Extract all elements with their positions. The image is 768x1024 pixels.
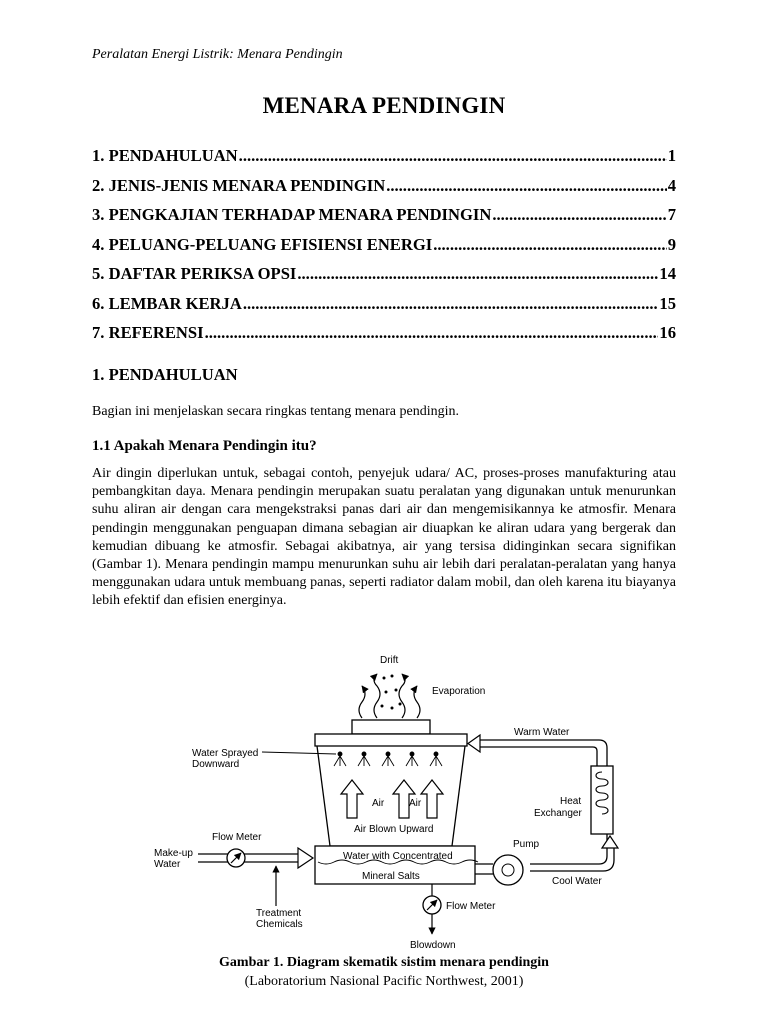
section-heading: 1. PENDAHULUAN (92, 365, 238, 384)
document-title: MENARA PENDINGIN (262, 93, 506, 118)
running-header: Peralatan Energi Listrik: Menara Pendingin (92, 47, 343, 62)
toc-entry-label: 4. PELUANG-PELUANG EFISIENSI ENERGI (92, 234, 433, 254)
warm-water-label: Warm Water (514, 727, 570, 738)
cool-water-label: Cool Water (552, 876, 602, 887)
toc-entry-daftar-periksa[interactable] (92, 264, 676, 294)
subsection-heading: 1.1 Apakah Menara Pendingin itu? (92, 438, 317, 454)
toc-entry-label: 5. DAFTAR PERIKSA OPSI (92, 264, 297, 283)
basin-label-line1: Water with Concentrated (343, 851, 453, 862)
toc-entry-page: 7 (667, 205, 676, 224)
toc-entry-page: 14 (659, 264, 676, 283)
air-upward-arrows (341, 780, 443, 818)
spray-nozzles (334, 752, 442, 766)
toc-entry-label: 7. REFERENSI (92, 323, 204, 342)
toc-entry-referensi[interactable] (92, 323, 676, 353)
evaporation-label: Evaporation (432, 686, 486, 697)
warm-water-pipe (473, 740, 607, 766)
pump-label: Pump (513, 839, 540, 850)
figure-source: (Laboratorium Nasional Pacific Northwest, 2001) (244, 974, 524, 989)
tower-top-deck (315, 734, 467, 746)
evaporation-vapor (359, 674, 420, 718)
toc-entry-jenis-jenis[interactable] (92, 176, 676, 206)
toc-entry-page: 4 (667, 175, 676, 195)
blowdown-label: Blowdown (410, 940, 456, 951)
fan-housing (352, 720, 430, 734)
makeup-arrow (298, 848, 313, 868)
makeup-pipe (198, 854, 300, 862)
toc-entry-page: 1 (667, 146, 676, 165)
heat-exchanger-label-1: Heat (560, 796, 582, 807)
cool-water-arrow (602, 836, 618, 848)
heat-exchanger-label-2: Exchanger (534, 808, 582, 819)
toc-entry-pendahuluan[interactable] (92, 146, 676, 176)
toc-entry-page: 9 (667, 234, 676, 254)
air-label-right: Air (409, 798, 422, 809)
water-sprayed-leader (262, 752, 336, 754)
toc-entry-label: 3. PENGKAJIAN TERHADAP MENARA PENDINGIN (92, 205, 492, 224)
pump (493, 855, 523, 885)
treatment-label-1: Treatment (256, 908, 302, 919)
treatment-label-2: Chemicals (256, 919, 303, 930)
drift-droplets (381, 675, 402, 710)
body-paragraph: Air dingin diperlukan untuk, sebagai contoh, penyejuk udara/ AC, proses-proses manufakturing atau pembangkitan daya. Menara pendingin merupakan suatu peralatan yang digunakan untuk menurunkan suhu aliran air dengan cara mengekstraksi panas dari air dan mengemisikannya ke atmosfir. Menara pendingin menggunakan penguapan dimana sebagian air diuapkan ke aliran udara yang bergerak dan kemudian dibuang ke atmosfir. Sebagai akibatnya, air yang tersisa didinginkan secara signifikan (Gambar 1). Menara pendingin mampu menurunkan suhu air lebih dari peralatan-peralatan yang hanya menggunakan udara untuk membuang panas, seperti radiator dalam mobil, dan oleh karena itu biayanya lebih efektif dan efisien energinya. (92, 466, 676, 609)
toc-entry-pengkajian[interactable] (92, 205, 676, 235)
toc-entry-page: 16 (659, 323, 676, 342)
flow-meter-top-label: Flow Meter (212, 832, 262, 843)
drift-label: Drift (380, 655, 399, 666)
toc-entry-label: 6. LEMBAR KERJA (92, 293, 242, 313)
cooling-tower-diagram (140, 648, 630, 953)
table-of-contents (92, 146, 676, 353)
makeup-label-1: Make-up (154, 848, 193, 859)
water-sprayed-label-2: Downward (192, 759, 240, 770)
toc-entry-page: 15 (659, 293, 676, 313)
diagram-svg (140, 648, 630, 953)
basin-label-line2: Mineral Salts (362, 871, 420, 882)
water-sprayed-label-1: Water Sprayed (192, 748, 259, 759)
figure-caption: Gambar 1. Diagram skematik sistim menara pendingin (219, 955, 549, 970)
toc-entry-label: 1. PENDAHULUAN (92, 146, 238, 165)
warm-water-arrow (468, 735, 480, 752)
toc-entry-label: 2. JENIS-JENIS MENARA PENDINGIN (92, 175, 386, 195)
cool-water-pipe (530, 834, 607, 864)
section-intro: Bagian ini menjelaskan secara ringkas tentang menara pendingin. (92, 404, 459, 419)
toc-entry-lembar-kerja[interactable] (92, 294, 676, 324)
air-blown-upward-label: Air Blown Upward (354, 824, 434, 835)
toc-entry-peluang[interactable] (92, 235, 676, 265)
flow-meter-bottom-label: Flow Meter (446, 901, 496, 912)
makeup-label-2: Water (154, 859, 181, 870)
air-label-left: Air (372, 798, 385, 809)
